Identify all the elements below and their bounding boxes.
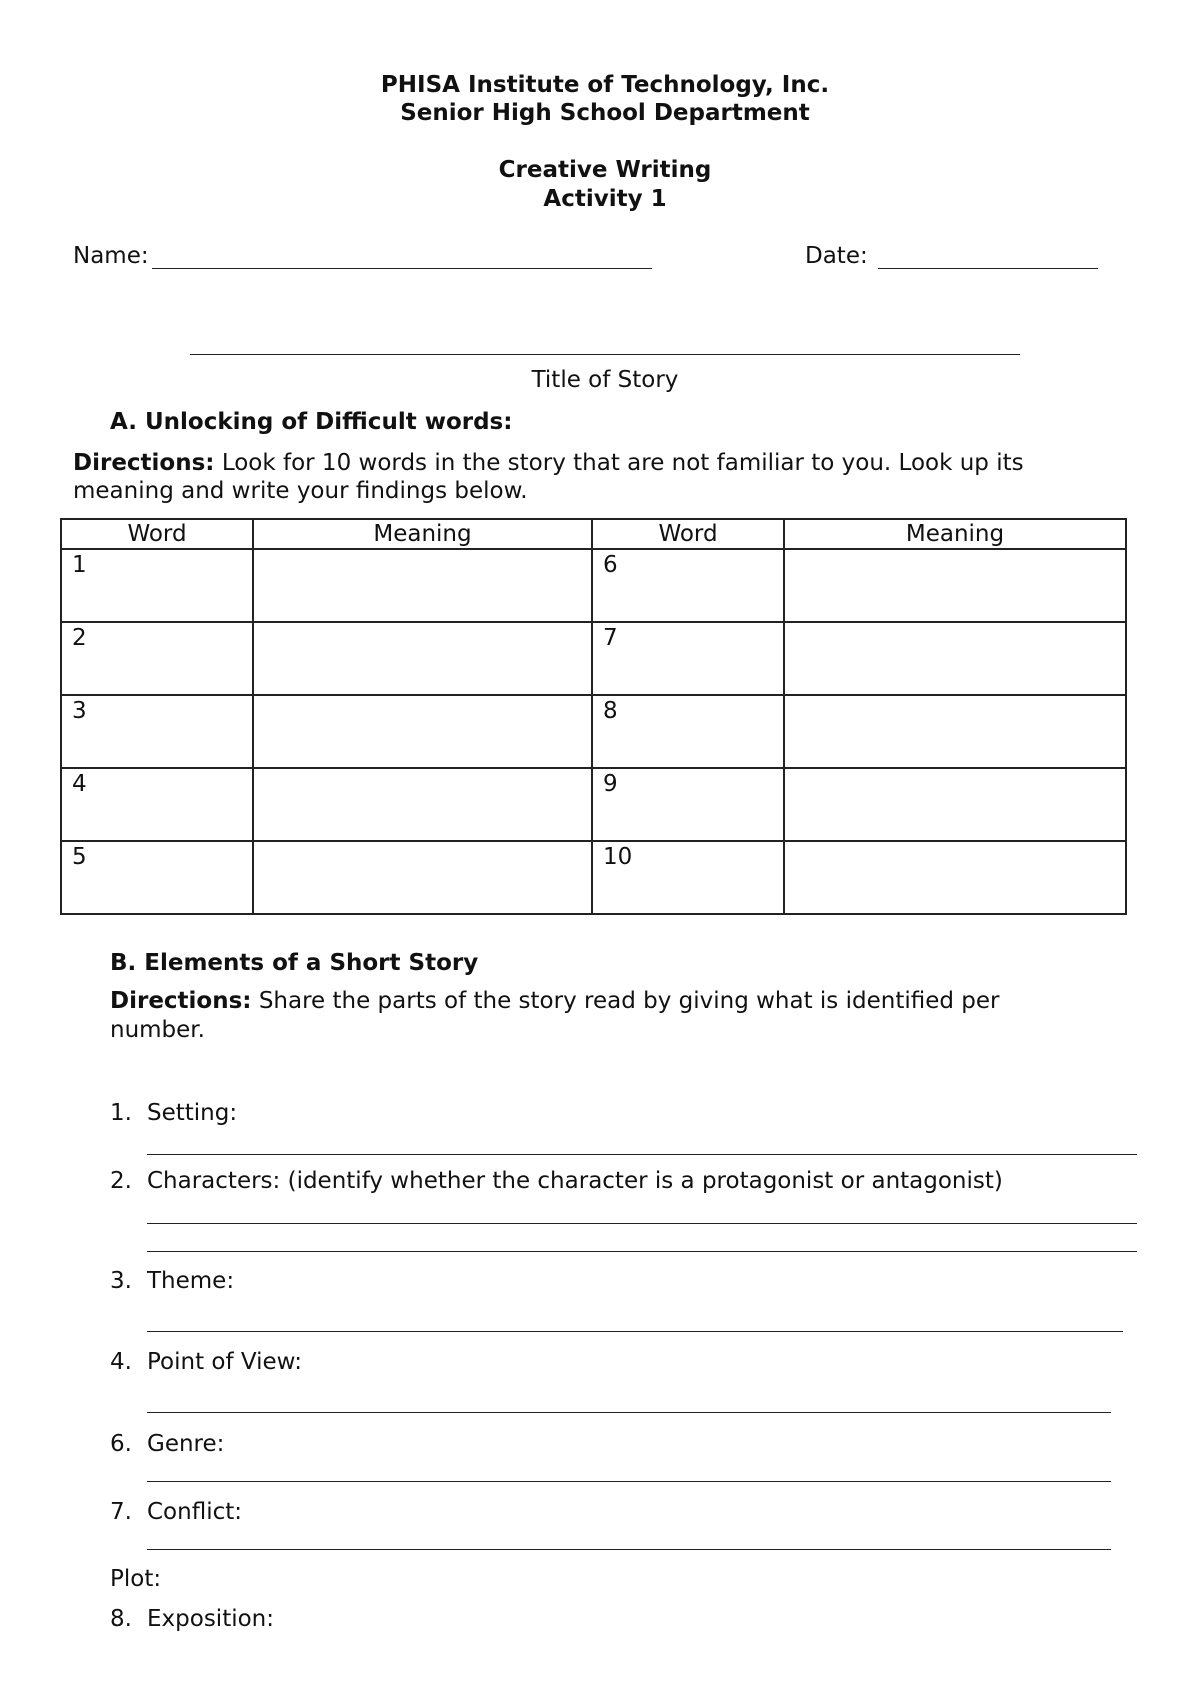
word-cell[interactable]: 2 [61,622,253,695]
characters-answer-line[interactable] [147,1251,1137,1252]
item-number: 7. [110,1499,132,1525]
date-field[interactable] [878,268,1098,269]
table-row [61,768,1126,841]
meaning-cell[interactable] [784,622,1126,695]
conflict-answer-line[interactable] [147,1549,1111,1550]
item-label: Characters: (identify whether the character is a protagonist or antagonist) [147,1168,1003,1194]
item-number: 3. [110,1268,132,1294]
word-cell[interactable]: 4 [61,768,253,841]
story-title-label: Title of Story [531,367,679,393]
word-cell[interactable]: 9 [592,768,784,841]
element-item-conflict [110,1499,242,1525]
item-number: 1. [110,1100,132,1126]
item-number: 4. [110,1349,132,1375]
meaning-cell[interactable] [784,695,1126,768]
element-item-genre [110,1431,224,1457]
column-header-word: Word [592,519,784,549]
meaning-cell[interactable] [253,768,592,841]
item-number: 8. [110,1606,132,1632]
section-b-directions [110,988,999,1014]
word-cell[interactable]: 10 [592,841,784,914]
meaning-cell[interactable] [784,841,1126,914]
word-cell[interactable]: 8 [592,695,784,768]
characters-answer-line[interactable] [147,1223,1137,1224]
meaning-cell[interactable] [253,841,592,914]
point-of-view-answer-line[interactable] [147,1412,1111,1413]
item-number: 2. [110,1168,132,1194]
column-header-meaning: Meaning [253,519,592,549]
item-label: Point of View: [147,1349,302,1375]
vocabulary-table [60,518,1127,915]
institution-name: PHISA Institute of Technology, Inc. [380,72,830,98]
item-label: Setting: [147,1100,238,1126]
item-label: Exposition: [147,1606,274,1632]
section-a-heading: A. Unlocking of Difficult words: [110,409,513,435]
word-cell[interactable]: 6 [592,549,784,622]
directions-label: Directions: [73,450,215,476]
meaning-cell[interactable] [253,695,592,768]
section-b-directions-line2: number. [110,1017,205,1043]
table-row [61,841,1126,914]
directions-label: Directions: [110,988,252,1014]
element-item-characters [110,1168,1003,1194]
item-number: 6. [110,1431,132,1457]
table-row [61,549,1126,622]
item-label: Genre: [147,1431,225,1457]
meaning-cell[interactable] [253,549,592,622]
element-item-theme [110,1268,234,1294]
name-field[interactable] [152,268,652,269]
plot-label: Plot: [110,1566,162,1592]
setting-answer-line[interactable] [147,1154,1137,1155]
department-name: Senior High School Department [400,100,810,126]
theme-answer-line[interactable] [147,1331,1123,1332]
table-row [61,695,1126,768]
directions-text-line1: Look for 10 words in the story that are not familiar to you. Look up its [221,450,1024,476]
subject-title: Creative Writing [498,157,712,183]
activity-title: Activity 1 [543,186,667,212]
column-header-word: Word [61,519,253,549]
genre-answer-line[interactable] [147,1481,1111,1482]
element-item-point-of-view [110,1349,302,1375]
element-item-exposition [110,1606,274,1632]
column-header-meaning: Meaning [784,519,1126,549]
section-a-directions [73,450,1024,476]
name-label: Name: [73,243,149,269]
word-cell[interactable]: 3 [61,695,253,768]
meaning-cell[interactable] [784,768,1126,841]
meaning-cell[interactable] [784,549,1126,622]
word-cell[interactable]: 1 [61,549,253,622]
section-a-directions-line2: meaning and write your findings below. [73,478,528,504]
item-label: Conflict: [147,1499,242,1525]
element-item-setting [110,1100,237,1126]
date-label: Date: [805,243,868,269]
item-label: Theme: [147,1268,235,1294]
table-row [61,622,1126,695]
meaning-cell[interactable] [253,622,592,695]
story-title-field[interactable] [190,354,1020,355]
directions-text-line1: Share the parts of the story read by giving what is identified per [258,988,1000,1014]
table-header-row [61,519,1126,549]
word-cell[interactable]: 5 [61,841,253,914]
section-b-heading: B. Elements of a Short Story [110,950,479,976]
word-cell[interactable]: 7 [592,622,784,695]
